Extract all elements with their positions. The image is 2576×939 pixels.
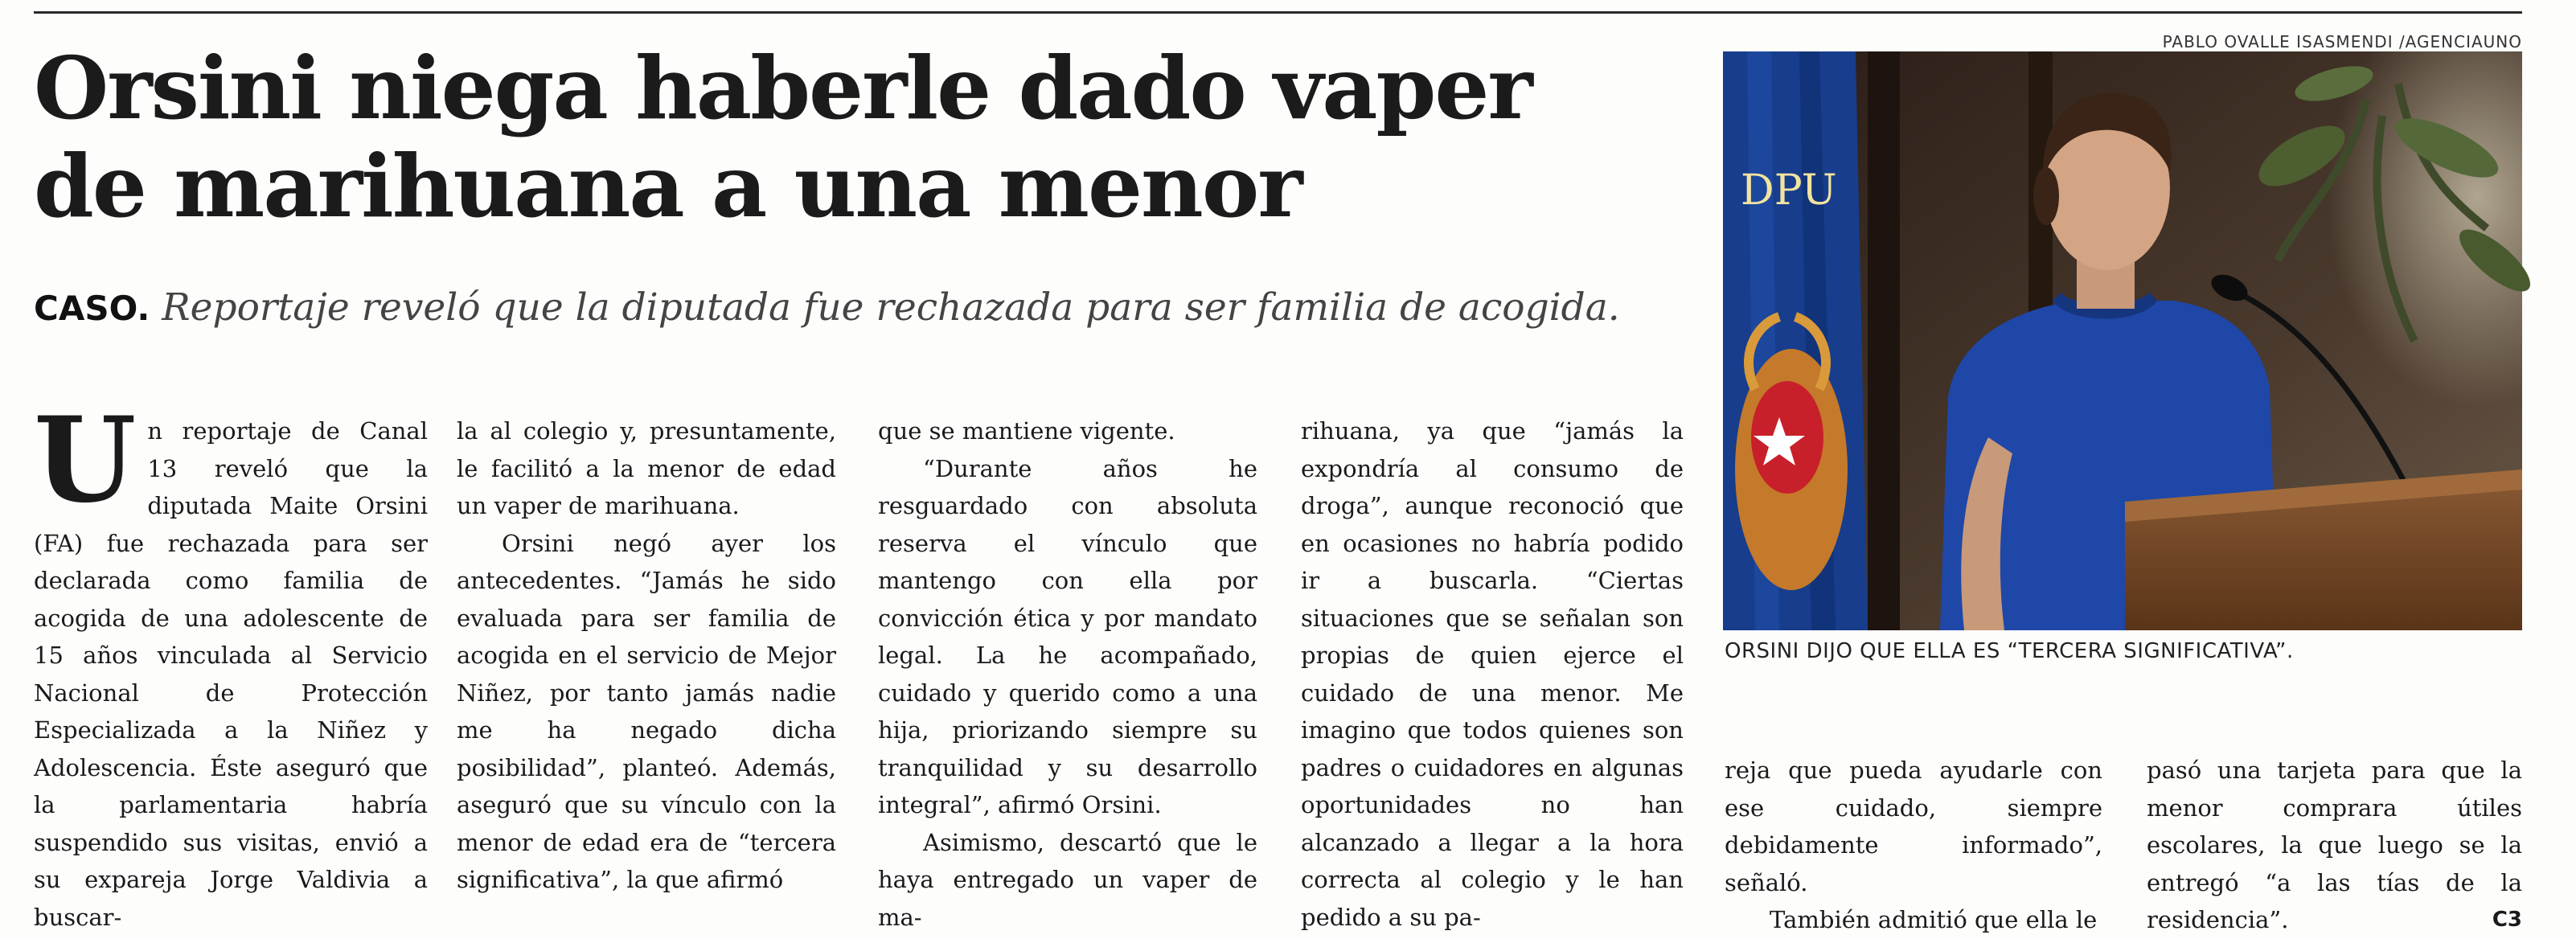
paragraph xyxy=(34,392,428,936)
photo-credit: PABLO OVALLE ISASMENDI /AGENCIAUNO xyxy=(2162,32,2522,51)
paragraph: la al colegio y, presuntamente, le facilitó a la menor de edad un vaper de marihuana. xyxy=(457,417,836,519)
paragraph-text: n reportaje de Canal 13 reveló que la diputada Maite Orsini (FA) fue rechazada para ser declarada como familia de acogida de una adolescente de 15 años vinculada al Servicio Nacional de Protección Especializada a la Niñez y Adolescencia. Éste aseguró que la parlamentaria habría suspendido sus visitas, envió a su expareja Jorge Valdivia a buscar- xyxy=(34,417,428,931)
paragraph: Asimismo, descartó que le haya entregado un vaper de ma- xyxy=(878,828,1257,931)
article-column-2 xyxy=(457,412,836,895)
deck: Reportaje reveló que la diputada fue rechazada para ser familia de acogida. xyxy=(162,285,1620,330)
paragraph: rihuana, ya que “jamás la expondría al consumo de droga”, aunque reconoció que en ocasiones no habría podido ir a buscarla. “Ciertas situaciones que se señalan son propias de quien ejerce el cuidado de una menor. Me imagino que todos quienes son padres o cuidadores en algunas oportunidades no han alcanzado a llegar a la hora correcta al colegio y le han pedido a su pa- xyxy=(1301,417,1684,931)
paragraph: “Durante años he resguardado con absoluta reserva el vínculo que mantengo con ella por convicción ética y por mandato legal. La he acompañado, cuidado y querido como a una hija, priorizando siempre su tranquilidad y su desarrollo integral”, afirmó Orsini. xyxy=(878,454,1257,818)
paragraph: También admitió que ella le xyxy=(1770,906,2098,933)
headline xyxy=(34,40,1682,236)
kicker: CASO. xyxy=(34,289,150,328)
flag-text: DPU xyxy=(1741,166,1837,215)
paragraph: Orsini negó ayer los antecedentes. “Jamás he sido evaluada para ser familia de acogida en el servicio de Mejor Niñez, por tanto jamás nadie me ha negado dicha posibilidad”, planteó. Además, aseguró que su vínculo con la menor de edad era de “tercera significativa”, la que afirmó xyxy=(457,529,836,893)
paragraph-text: pasó una tarjeta para que la menor comprara útiles escolares, la que luego se la entregó “a las tías de la residencia”. xyxy=(2147,757,2522,933)
article-column-3 xyxy=(878,412,1257,931)
article-photo xyxy=(1723,51,2522,630)
top-rule xyxy=(34,11,2522,14)
article-column-5 xyxy=(1725,752,2102,933)
article-column-4 xyxy=(1301,412,1684,931)
photo-illustration xyxy=(1723,51,2522,630)
article-column-6 xyxy=(2147,752,2522,933)
photo-caption: ORSINI DIJO QUE ELLA ES “TERCERA SIGNIFICATIVA”. xyxy=(1725,639,2294,663)
article-column-1 xyxy=(34,392,428,931)
end-mark: C3 xyxy=(2492,908,2522,932)
flag-icon xyxy=(1723,51,1868,630)
headline-line-1: Orsini niega haberle dado vaper xyxy=(34,39,1532,139)
subheadline xyxy=(34,280,1706,337)
paragraph: reja que pueda ayudarle con ese cuidado, siempre debidamente informado”, señaló. xyxy=(1725,757,2102,896)
paragraph: que se mantiene vigente. xyxy=(878,417,1175,445)
drop-cap: U xyxy=(34,392,137,529)
headline-line-2: de marihuana a una menor xyxy=(34,137,1302,237)
paragraph xyxy=(2147,752,2522,939)
